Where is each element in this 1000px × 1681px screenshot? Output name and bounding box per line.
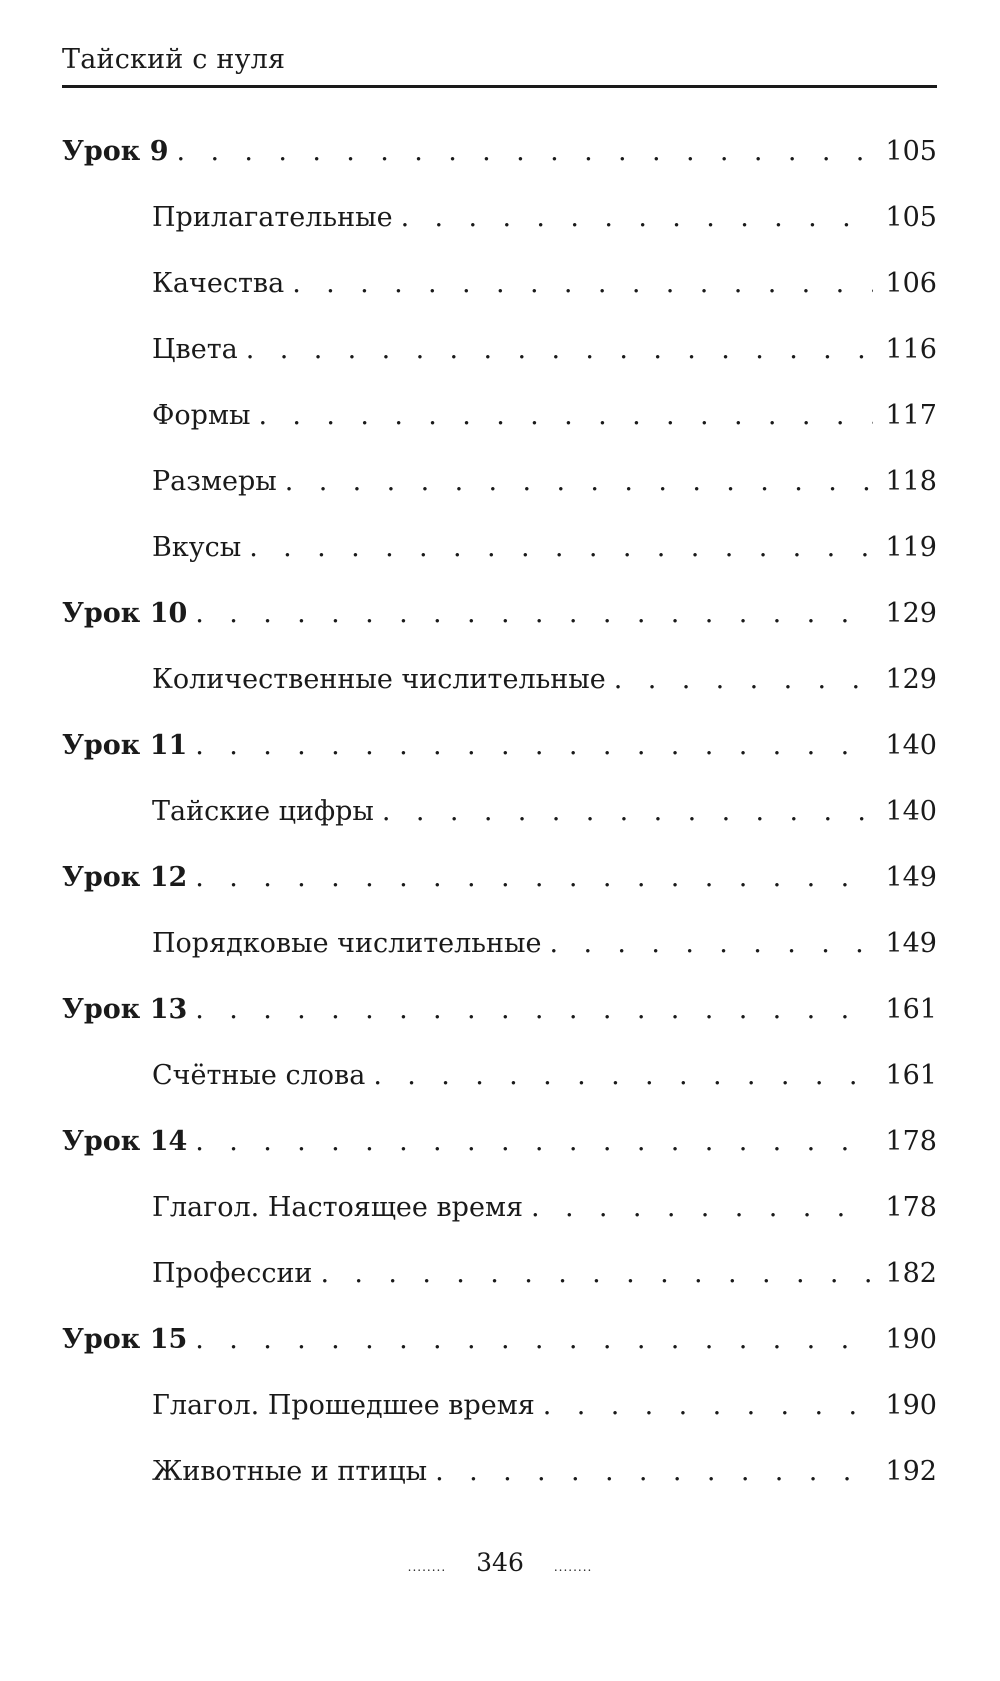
toc-entry-page: 105 (885, 136, 937, 167)
toc-entry-page: 129 (885, 598, 937, 629)
toc-entry-page: 118 (885, 466, 937, 497)
toc-entry-title: Размеры (152, 466, 277, 497)
toc-topic-entry[interactable] (62, 264, 937, 330)
toc-entry-title: Счётные слова (152, 1060, 366, 1091)
toc-lesson-entry[interactable] (62, 990, 937, 1056)
toc-topic-entry[interactable] (62, 660, 937, 726)
dot-leader (549, 924, 873, 964)
toc-entry-page: 106 (885, 268, 937, 299)
toc-topic-entry[interactable] (62, 528, 937, 594)
toc-entry-page: 117 (885, 400, 937, 431)
dot-leader (543, 1386, 874, 1426)
toc-topic-entry[interactable] (62, 198, 937, 264)
toc-entry-title: Порядковые числительные (152, 928, 542, 959)
dot-leader (258, 396, 873, 436)
page-number: 346 (476, 1548, 524, 1577)
toc-entry-title: Урок 12 (62, 862, 188, 893)
dot-leader (531, 1188, 873, 1228)
dot-leader (614, 660, 874, 700)
dot-leader (195, 726, 873, 766)
toc-topic-entry[interactable] (62, 924, 937, 990)
dot-leader (195, 1320, 873, 1360)
toc-entry-title: Глагол. Прошедшее время (152, 1390, 535, 1421)
toc-entry-title: Урок 14 (62, 1126, 188, 1157)
toc-entry-title: Урок 13 (62, 994, 188, 1025)
toc-entry-page: 149 (885, 928, 937, 959)
dot-leader (435, 1452, 873, 1492)
toc-lesson-entry[interactable] (62, 1122, 937, 1188)
dot-leader (285, 462, 874, 502)
table-of-contents (62, 132, 937, 1518)
toc-entry-title: Урок 10 (62, 598, 188, 629)
header-rule (62, 85, 937, 88)
toc-lesson-entry[interactable] (62, 726, 937, 792)
toc-entry-title: Урок 9 (62, 136, 169, 167)
page-footer (0, 1548, 1000, 1577)
dot-leader (176, 132, 873, 172)
toc-topic-entry[interactable] (62, 792, 937, 858)
toc-lesson-entry[interactable] (62, 858, 937, 924)
toc-topic-entry[interactable] (62, 1188, 937, 1254)
dot-leader (195, 1122, 873, 1162)
toc-entry-page: 161 (885, 1060, 937, 1091)
toc-entry-page: 192 (885, 1456, 937, 1487)
toc-entry-page: 178 (885, 1126, 937, 1157)
toc-entry-page: 190 (885, 1324, 937, 1355)
dot-leader (195, 858, 873, 898)
toc-lesson-entry[interactable] (62, 1320, 937, 1386)
dot-leader (320, 1254, 873, 1294)
toc-entry-page: 129 (885, 664, 937, 695)
toc-entry-title: Урок 11 (62, 730, 188, 761)
dot-leader (401, 198, 874, 238)
toc-entry-page: 161 (885, 994, 937, 1025)
dot-leader (373, 1056, 873, 1096)
toc-topic-entry[interactable] (62, 1386, 937, 1452)
running-title: Тайский с нуля (62, 44, 286, 75)
dot-leader (195, 594, 873, 634)
toc-entry-title: Формы (152, 400, 251, 431)
dot-leader (382, 792, 874, 832)
toc-entry-page: 140 (885, 730, 937, 761)
toc-entry-title: Прилагательные (152, 202, 393, 233)
toc-entry-page: 105 (885, 202, 937, 233)
toc-entry-title: Тайские цифры (152, 796, 374, 827)
toc-lesson-entry[interactable] (62, 594, 937, 660)
footer-ornament-right: ........ (553, 1560, 593, 1574)
toc-entry-title: Вкусы (152, 532, 242, 563)
toc-entry-page: 182 (885, 1258, 937, 1289)
footer-ornament-left: ........ (407, 1560, 447, 1574)
toc-entry-page: 178 (885, 1192, 937, 1223)
toc-entry-title: Цвета (152, 334, 238, 365)
toc-lesson-entry[interactable] (62, 132, 937, 198)
toc-entry-page: 190 (885, 1390, 937, 1421)
toc-topic-entry[interactable] (62, 396, 937, 462)
toc-entry-page: 140 (885, 796, 937, 827)
dot-leader (246, 330, 874, 370)
dot-leader (292, 264, 873, 304)
dot-leader (249, 528, 873, 568)
toc-entry-page: 149 (885, 862, 937, 893)
toc-topic-entry[interactable] (62, 330, 937, 396)
toc-entry-page: 119 (885, 532, 937, 563)
toc-entry-title: Глагол. Настоящее время (152, 1192, 523, 1223)
toc-entry-page: 116 (885, 334, 937, 365)
toc-entry-title: Животные и птицы (152, 1456, 428, 1487)
toc-topic-entry[interactable] (62, 1452, 937, 1518)
toc-entry-title: Количественные числительные (152, 664, 606, 695)
dot-leader (195, 990, 873, 1030)
toc-entry-title: Профессии (152, 1258, 313, 1289)
toc-topic-entry[interactable] (62, 1254, 937, 1320)
toc-entry-title: Урок 15 (62, 1324, 188, 1355)
toc-entry-title: Качества (152, 268, 285, 299)
toc-topic-entry[interactable] (62, 462, 937, 528)
toc-topic-entry[interactable] (62, 1056, 937, 1122)
